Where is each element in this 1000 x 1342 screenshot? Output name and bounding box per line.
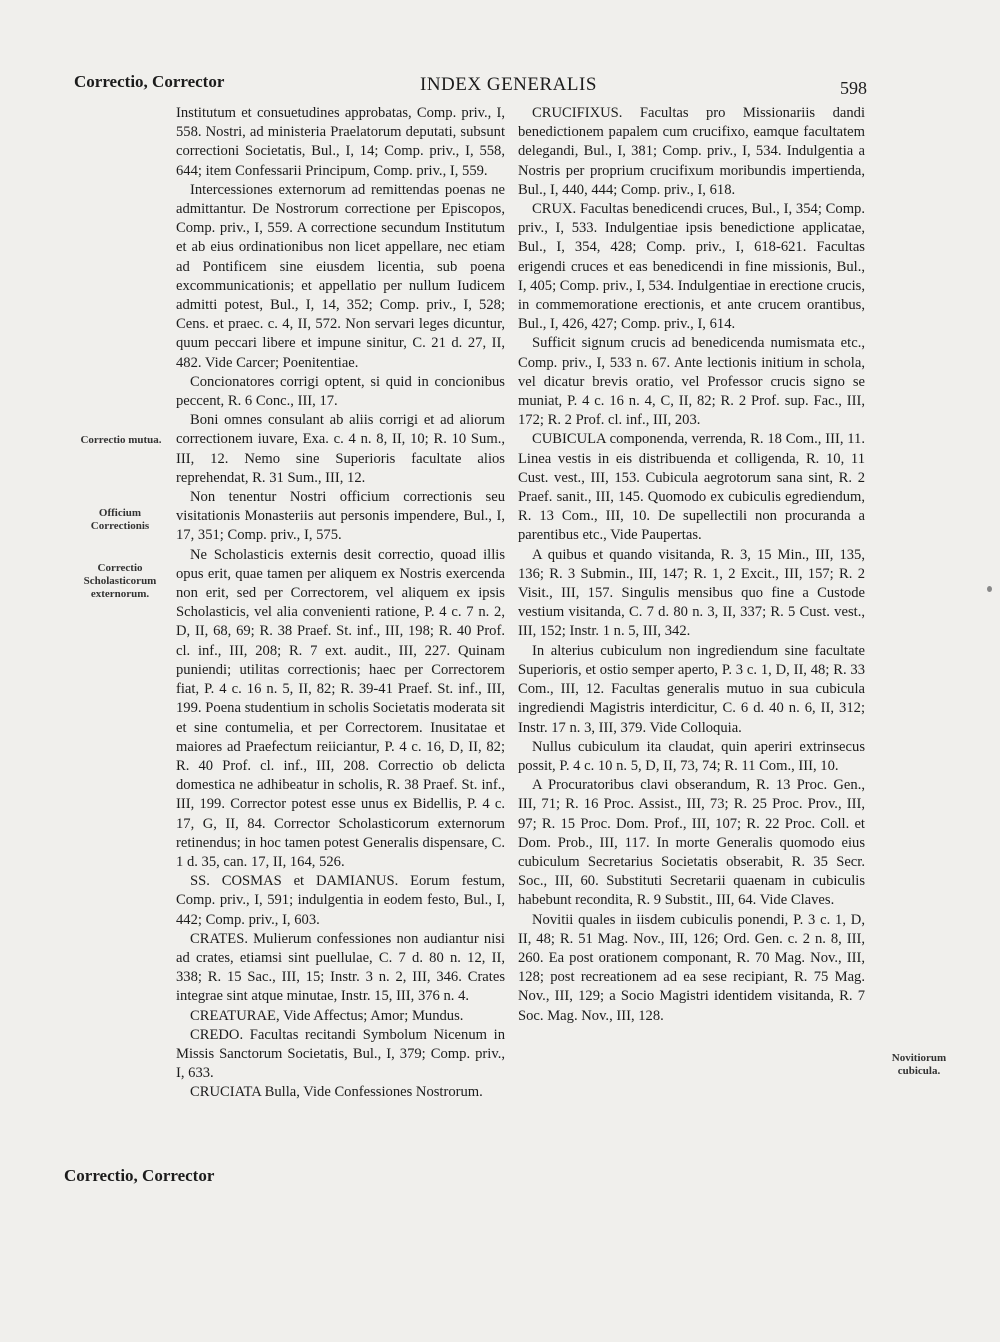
index-entry: CRUCIFIXUS. Facultas pro Missionariis dandi benedictionem papalem cum crucifixo, eamque facultatem delegandi, Bul., I, 381; Comp. priv., I, 534. Indulgentia a Nostris per proprium crucifixum moribundis impertienda, Bul., I, 440, 444; Comp. priv., I, 618. xyxy=(518,105,865,198)
paragraph: Ne Scholasticis externis desit correctio, quoad illis opus erit, quae tamen per aliquem ex Nostris exercenda non erit, sed per Correctorem, vel aliquem ex ipsis Scholasticis, vel alia convenienti ratione, P. 4 c. 7 n. 2, D, II, 68, 69; R. 38 Praef. St. inf., III, 198; R. 40 Prof. cl. inf., III, 208; R. 7 ext. audit., III, 227. Quinam puniendi; utilitas correctionis; haec per Correctorem fiat, P. 4 c. 16 n. 5, II, 82; R. 39-41 Praef. St. inf., III, 199. Poena studentium in scholis Societatis moderata sit et sine contumelia, et per Correctorem. Inusitatae et maiores ad Praefectum reiiciantur, P. 4 c. 16, D, II, 82; R. 40 Prof. cl. inf., III, 208. Correctio ob delicta domestica ne adhibeatur in scholis, R. 38 Praef. St. inf., III, 199. Corrector potest esse unus ex Bidellis, P. 4 c. 17, G, II, 84. Corrector Scholasticorum externorum retinendus; in hoc tamen potest Generalis dispensare, C. 1 d. 35, can. 17, II, 164, 526. xyxy=(176,546,505,870)
page-number: 598 xyxy=(840,78,867,98)
scan-speck xyxy=(987,586,992,592)
running-head-left: Correctio, Corrector xyxy=(74,72,225,91)
paragraph: Non tenentur Nostri officium correctionis seu visitationis Monasteriis aut personis impendere, Bul., I, 17, 351; Comp. priv., I, 575. xyxy=(176,489,505,544)
paragraph: A quibus et quando visitanda, R. 3, 15 Min., III, 135, 136; R. 3 Submin., III, 147; R. 1, 2 Excit., III, 157; R. 2 Visit., III, 157. Singulis mensibus quo fine a Custode vestium visitanda, C. 7 d. 80 n. 3, II, 337; R. 5 Cust. vest., III, 152; Instr. 1 n. 5, III, 342. xyxy=(518,546,865,640)
paragraph: Intercessiones externorum ad remittendas poenas ne admittantur. De Nostrorum correctione per Episcopos, Comp. priv., I, 559. A correctione secundum Institutum et ab eius ordinationibus non licet appellare, nec etiam ad Pontificem sine eiusdem licentia, sub poena excommunicationis; et appellatio per nullum Iudicem admitti potest, Bul., I, 14, 352; Comp. priv., I, 528; Cens. et praec. c. 4, II, 572. Non servari leges dicuntur, quum peccari libere et impune sinitur, C. 21 d. 27, II, 482. Vide Carcer; Poenitentiae. xyxy=(176,181,505,371)
index-entry: CRATES. Mulierum confessiones non audiantur nisi ad crates, etiamsi sint puellulae, C. 7 d. 80 n. 12, II, 338; R. 15 Sac., III, 15; Instr. 3 n. 2, III, 346. Crates integrae sint atque minutae, Instr. 15, III, 376 n. 4. xyxy=(176,930,505,1005)
paragraph: Nullus cubiculum ita claudat, quin aperiri extrinsecus possit, P. 4 c. 10 n. 5, D, II, 73, 74; R. 11 Com., III, 10. xyxy=(518,738,865,774)
paragraph: In alterius cubiculum non ingrediendum sine facultate Superioris, et ostio semper aperto, P. 3 c. 1, D, II, 48; R. 33 Com., III, 12. Facultas generalis mutuo in sua cubicula ingrediendi Magistris interdicitur, C. 6 d. 40 n. 6, II, 312; Instr. 17 n. 3, III, 379. Vide Colloquia. xyxy=(518,642,865,736)
right-text-column xyxy=(518,104,865,1026)
running-head-title: INDEX GENERALIS xyxy=(420,74,597,95)
index-entry: CREATURAE, Vide Affectus; Amor; Mundus. xyxy=(190,1007,464,1024)
index-entry: SS. COSMAS et DAMIANUS. Eorum festum, Comp. priv., I, 591; indulgentia in eodem festo, Bul., I, 442; Comp. priv., I, 603. xyxy=(176,873,505,928)
paragraph: A Procuratoribus clavi obserandum, R. 13 Proc. Gen., III, 71; R. 16 Proc. Assist., III, 73; R. 25 Proc. Prov., III, 97; R. 15 Proc. Dom. Prof., III, 107; R. 22 Proc. Coll. et Dom. Prob., III, 117. In morte Generalis quomodo eius cubiculum Secretarius Societatis obserabit, R. 35 Secr. Soc., III, 60. Substituti Secretarii quaenam in cubiculis habebunt recondita, R. 9 Substit., III, 64. Vide Claves. xyxy=(518,777,865,909)
left-text-column xyxy=(176,104,505,1103)
margin-note-officium: Officium Correctionis xyxy=(90,507,150,532)
paragraph: Sufficit signum crucis ad benedicenda numismata etc., Comp. priv., I, 533 n. 67. Ante lectionis initium in schola, vel dicatur brevis oratio, vel Professor crucis signo se muniat, P. 4 c. 16 n. 4, C, II, 82; R. 2 Prof. sup. Fac., III, 172; R. 2 Prof. cl. inf., III, 203. xyxy=(518,335,865,429)
index-entry: CUBICULA componenda, verrenda, R. 18 Com., III, 11. Linea vestis in eis distribuenda et colligenda, R. 10, 11 Cust. vest., III, 153. Cubicula aegrotorum sana sint, R. 2 Praef. sanit., III, 145. Quomodo ex cubiculis egrediendum, R. 13 Com., III, 10. De supellectili non procuranda a parentibus etc., Vide Paupertas. xyxy=(518,431,865,544)
paragraph: Concionatores corrigi optent, si quid in concionibus peccent, R. 6 Conc., III, 17. xyxy=(176,373,505,410)
running-foot-left: Correctio, Corrector xyxy=(64,1166,215,1185)
paragraph: Institutum et consuetudines approbatas, Comp. priv., I, 558. Nostri, ad ministeria Praelatorum deputati, subsunt correctioni Societatis, Bul., I, 14; Comp. priv., I, 558, 644; item Confessarii Principum, Comp. priv., I, 559. xyxy=(176,105,505,179)
index-entry: CRUX. Facultas benedicendi cruces, Bul., I, 354; Comp. priv., I, 533. Indulgentiae ipsis benedictione applicatae, Bul., I, 354, 428; Comp. priv., I, 618-621. Facultas erigendi cruces et eas benedicendi in fine missionis, Bul., I, 405; Comp. priv., I, 534. Indulgentiae in erectione crucis, in commemoratione erectionis, et ante crucem orantibus, Bul., I, 426, 427; Comp. priv., I, 614. xyxy=(518,201,865,333)
index-entry: CRUCIATA Bulla, Vide Confessiones Nostrorum. xyxy=(190,1084,483,1101)
margin-note-scholasticorum: Correctio Scholasticorum externorum. xyxy=(83,562,157,600)
margin-note-correctio-mutua: Correctio mutua. xyxy=(80,434,162,446)
paragraph: Boni omnes consulant ab aliis corrigi et ad aliorum correctionem iuvare, Exa. c. 4 n. 8, II, 10; R. 10 Sum., III, 12. Nemo sine Superioris facultate alios reprehendat, R. 31 Sum., III, 12. xyxy=(176,412,505,486)
paragraph: Novitii quales in iisdem cubiculis ponendi, P. 3 c. 1, D, II, 48; R. 51 Mag. Nov., III, 126; Ord. Gen. c. 2 n. 8, III, 260. Ea post orationem componant, R. 70 Mag. Nov., III, 128; post recreationem ad ea sese recipiant, R. 75 Mag. Nov., III, 129; a Socio Magistri identidem visitanda, R. 7 Soc. Mag. Nov., III, 128. xyxy=(518,911,865,1024)
margin-note-novitiorum: Novitiorum cubicula. xyxy=(891,1052,947,1077)
index-entry: CREDO. Facultas recitandi Symbolum Nicenum in Missis Sanctorum Societatis, Bul., I, 379; Comp. priv., I, 633. xyxy=(176,1026,505,1082)
